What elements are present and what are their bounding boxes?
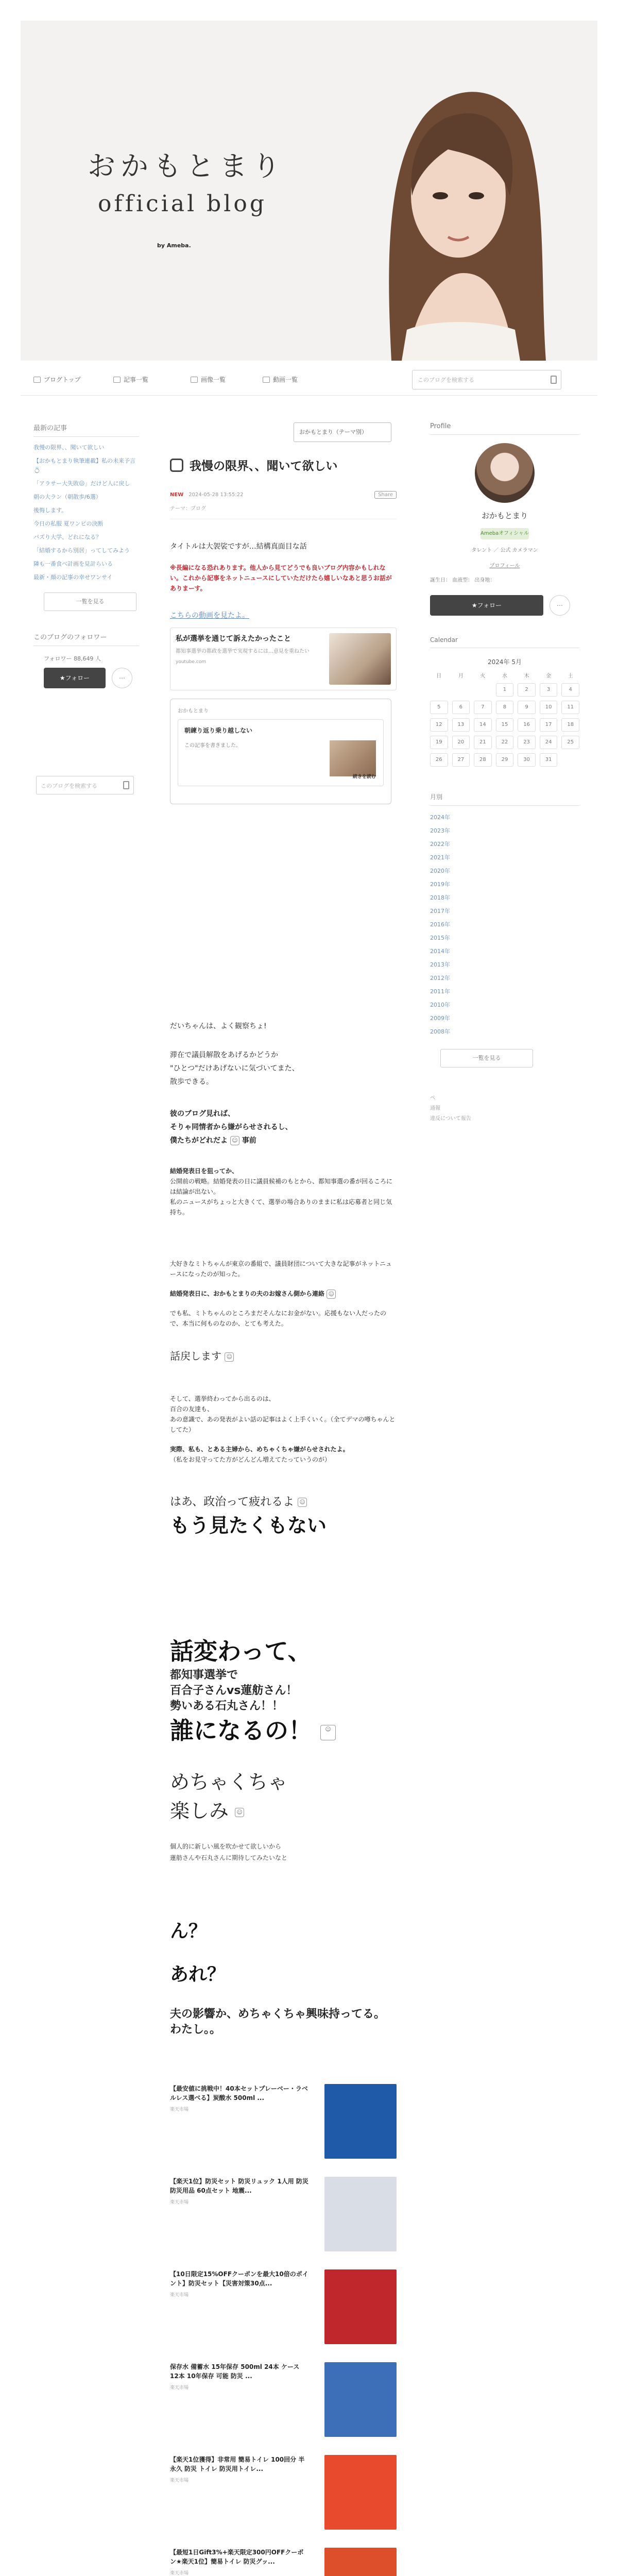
- calendar-date[interactable]: 15: [496, 718, 514, 732]
- recent-item[interactable]: 隣も一番食べ計画を見計らいる: [33, 561, 113, 567]
- body-text: 勢いある石丸さん！！: [170, 1700, 284, 1713]
- emoji-icon: ☺: [235, 1808, 244, 1817]
- ad-source: 楽天市場: [170, 2571, 189, 2576]
- emoji-icon: ☺: [230, 1136, 239, 1145]
- calendar-date[interactable]: 19: [430, 736, 448, 749]
- video-icon: [263, 377, 270, 383]
- nav-label: 画像一覧: [201, 376, 226, 383]
- body-text: 百合子さんvs蓮舫さん！: [170, 1684, 298, 1697]
- calendar-date[interactable]: 25: [561, 736, 579, 749]
- post-meta: [170, 491, 397, 499]
- intro-text: タイトルは大袈裟ですが…結構真面目な話: [170, 543, 307, 551]
- body-text: [170, 1444, 397, 1465]
- profile-heading: Profile: [430, 422, 579, 435]
- calendar-date[interactable]: 28: [474, 753, 492, 767]
- heading-text: 話変わって、: [170, 1637, 312, 1665]
- archive-item[interactable]: 2013年: [430, 961, 450, 968]
- avatar[interactable]: [475, 443, 535, 503]
- text: 誰になるの！: [170, 1717, 312, 1744]
- calendar-day-label: 金: [546, 673, 552, 679]
- archive-item[interactable]: 2020年: [430, 868, 450, 874]
- ad-title: 【最安値に挑戦中！40本セットプレーベー・ラベルレス選べる】炭酸水 500ml ...: [170, 2085, 308, 2102]
- body-text: [170, 1394, 397, 1435]
- link-card[interactable]: [170, 628, 397, 690]
- archive-item[interactable]: 2015年: [430, 935, 450, 941]
- recent-item[interactable]: 朝の大ラン（朝散歩/6選）: [33, 494, 101, 500]
- body-text: [170, 1166, 397, 1217]
- heading-text: あれ？: [170, 1964, 226, 1985]
- sidebar-link[interactable]: ペ: [430, 1095, 435, 1101]
- ad-title: 【10日限定15%OFFクーポンを最大10倍のポイント】防災セット【災害対策30点...: [170, 2270, 308, 2287]
- post-title[interactable]: 我慢の限界、、聞いて欲しい: [190, 460, 338, 473]
- nav-label: 記事一覧: [124, 376, 149, 383]
- text: 百合の友達も、: [170, 1405, 214, 1413]
- follow-button[interactable]: ★フォロー: [44, 668, 106, 688]
- search-placeholder: このブログを検索する: [418, 377, 474, 383]
- reblog-icon: [170, 459, 183, 472]
- ad-text: [170, 2362, 309, 2391]
- ad-text: [170, 2177, 309, 2205]
- calendar-date[interactable]: 6: [452, 701, 470, 714]
- calendar-date: [474, 683, 492, 697]
- emoji-icon: ☺: [327, 1290, 336, 1299]
- body-text: 夫の影響か、めちゃくちゃ興味持ってる。わたし。。: [170, 2008, 386, 2036]
- post-date: 2024-05-28 13:55:22: [188, 492, 244, 498]
- archive-all-button[interactable]: 一覧を見る: [440, 1049, 533, 1067]
- ad-item[interactable]: [170, 2264, 397, 2357]
- calendar-date[interactable]: 10: [540, 701, 558, 714]
- text: はあ、政治って疲れるよ: [170, 1496, 295, 1509]
- emoji-icon: ☺: [298, 1498, 307, 1507]
- share-button[interactable]: Share: [374, 491, 397, 499]
- calendar-day-label: 火: [480, 673, 486, 679]
- right-sidebar: [430, 422, 579, 1124]
- text: 私のニュースがちょっと大きくて、選挙の場合ありのままに私は応募者と同じ気持ち。: [170, 1198, 392, 1216]
- nav-image-list[interactable]: [191, 375, 226, 384]
- calendar-day-label: 土: [568, 673, 573, 679]
- sidebar-search-input[interactable]: [36, 776, 134, 794]
- calendar-date[interactable]: 9: [518, 701, 536, 714]
- archive-item[interactable]: 2024年: [430, 814, 450, 821]
- emoji-icon: ☺: [225, 1352, 234, 1362]
- calendar-date[interactable]: 1: [496, 683, 514, 697]
- embed-read-more[interactable]: 続きを読む: [352, 774, 376, 779]
- ad-source: 楽天市場: [170, 2107, 189, 2112]
- blog-search-input[interactable]: [412, 370, 561, 389]
- calendar-date[interactable]: 24: [540, 736, 558, 749]
- archive-item[interactable]: 2016年: [430, 921, 450, 928]
- more-options-icon[interactable]: ⋯: [112, 668, 132, 688]
- recent-item[interactable]: 今日の私服 夏ワンピの決断: [33, 520, 104, 527]
- nav-blog-top[interactable]: [33, 375, 81, 384]
- archive-list: [430, 811, 579, 1039]
- spacer: [170, 804, 397, 1010]
- calendar-date[interactable]: 2: [518, 683, 536, 697]
- ad-title: 保存水 備蓄水 15年保存 500ml 24本 ケース 12本 10年保存 可能 防災 ...: [170, 2363, 300, 2380]
- spacer: [170, 1747, 397, 1768]
- body-text: [170, 1496, 397, 1509]
- text: "ひとつ"だけあげないに気づいてまた、: [170, 1064, 299, 1073]
- list-icon: [113, 377, 121, 383]
- spacer: [170, 1542, 397, 1635]
- calendar-date[interactable]: 30: [518, 753, 536, 767]
- title-row: [170, 456, 397, 473]
- calendar-date[interactable]: 14: [474, 718, 492, 732]
- card-desc: 都知事選挙の都政を選挙で実現するには…意見を重ねたい: [176, 649, 310, 654]
- heading-text: [170, 1714, 397, 1747]
- text: 事前: [242, 1137, 256, 1145]
- ad-text: [170, 2084, 309, 2112]
- recent-item[interactable]: 我慢の限界、、聞いて欲しい: [33, 444, 105, 451]
- profile-follow-row: [430, 595, 579, 616]
- ad-source: 楽天市場: [170, 2200, 189, 2205]
- calendar-date[interactable]: 26: [430, 753, 448, 767]
- heading-text: めちゃくちゃ: [170, 1771, 288, 1793]
- text: 散歩できる。: [170, 1078, 213, 1086]
- calendar-grid: [430, 671, 579, 767]
- calendar-date[interactable]: 7: [474, 701, 492, 714]
- archive-item[interactable]: 2010年: [430, 1002, 450, 1008]
- calendar-date[interactable]: 31: [540, 753, 558, 767]
- ad-text: [170, 2548, 309, 2576]
- text: 僕たちがどれだよ: [170, 1137, 228, 1145]
- recent-heading: 最新の記事: [33, 422, 139, 437]
- archive-item[interactable]: 2023年: [430, 827, 450, 834]
- text: 実際、私も、とある主婦から、めちゃくちゃ嫌がらせされたよ。: [170, 1446, 349, 1453]
- search-icon[interactable]: [123, 781, 129, 789]
- calendar-day-label: 月: [458, 673, 464, 679]
- recent-list: [33, 443, 139, 582]
- profile-stats: 誕生日： 血液型： 出身地：: [430, 578, 495, 583]
- search-icon[interactable]: [551, 376, 557, 384]
- embed-author: おかもとまり: [178, 708, 209, 714]
- text: 結婚発表日を狙ってか、: [170, 1167, 238, 1175]
- card-thumbnail: [329, 633, 391, 685]
- blog-header: [21, 21, 597, 361]
- ad-source: 楽天市場: [170, 2385, 189, 2391]
- ad-image: [324, 2548, 397, 2576]
- text: 個人的に新しい風を吹かせて欲しいから: [170, 1843, 282, 1850]
- recent-item[interactable]: バズり大学、どれになる？: [33, 534, 101, 540]
- heading-text: [170, 1797, 397, 1825]
- video-link[interactable]: こちらの動画を見たよ。: [170, 612, 249, 620]
- ad-source: 楽天市場: [170, 2293, 189, 2298]
- text: 滞在で議員解散をあげるかどうか: [170, 1051, 278, 1059]
- blog-subtitle: official blog: [98, 191, 267, 217]
- ad-title: 【最短1日Gift3%+楽天限定300円OFFクーポン★楽天1位】簡易トイレ 防災グッ...: [170, 2549, 304, 2565]
- archive-item[interactable]: 2012年: [430, 975, 450, 981]
- calendar-day-label: 木: [524, 673, 529, 679]
- body-text: [170, 1349, 397, 1363]
- nav-label: ブログトップ: [44, 376, 81, 383]
- recent-all-button[interactable]: 一覧を見る: [44, 592, 136, 611]
- embedded-post[interactable]: [170, 699, 391, 804]
- recent-item[interactable]: 「結婚するから別居」ってしてみよう: [33, 547, 130, 554]
- post-theme[interactable]: テーマ：ブログ: [170, 504, 397, 519]
- body-text: [170, 1107, 397, 1147]
- nav-video-list[interactable]: [263, 375, 298, 384]
- card-title: 私が選挙を通じて訴えたかったこと: [176, 635, 291, 643]
- embed-thumbnail: [330, 740, 376, 776]
- archive-item[interactable]: 2018年: [430, 894, 450, 901]
- article: [170, 422, 397, 2576]
- nav-label: 動画一覧: [273, 376, 298, 383]
- text: 公開前の戦略。結婚発表の日に議員候補のもとから、都知事選の番が回るころには結論が出ない。: [170, 1178, 393, 1195]
- ad-item[interactable]: [170, 2543, 397, 2576]
- body-text: 都知事選挙で: [170, 1669, 238, 1682]
- calendar-date[interactable]: 3: [540, 683, 558, 697]
- text: そりゃ同情者から嫌がらせされるし、: [170, 1123, 293, 1131]
- ad-image: [324, 2269, 397, 2344]
- text: 楽しみ: [170, 1800, 229, 1822]
- header-portrait-image: [330, 41, 546, 361]
- left-sidebar: [33, 422, 139, 794]
- calendar-date[interactable]: 20: [452, 736, 470, 749]
- text: 話戻します: [170, 1350, 221, 1362]
- archive-item[interactable]: 2014年: [430, 948, 450, 955]
- ad-list: [170, 2079, 397, 2576]
- sidebar-link[interactable]: 通報: [430, 1106, 440, 1111]
- ad-item[interactable]: [170, 2172, 397, 2264]
- sidebar-link[interactable]: 違反について報告: [430, 1116, 471, 1122]
- search-placeholder: このブログを検索する: [41, 783, 97, 789]
- warning-text: ※長編になる恐れあります。他人から見てどうでも良いブログ内容かもしれない。これから記事をネットニュースにしていただけたら嬉しいなあと思うお話がありまーす。: [170, 564, 392, 592]
- archive-item[interactable]: 2017年: [430, 908, 450, 914]
- calendar-day-label: 水: [502, 673, 507, 679]
- ad-image: [324, 2084, 397, 2159]
- calendar-date[interactable]: 27: [452, 753, 470, 767]
- embed-title: 朝練り返り乗り越しない: [184, 727, 253, 734]
- body-text: [170, 1020, 397, 1033]
- calendar-date[interactable]: 4: [561, 683, 579, 697]
- archive-heading: 月別: [430, 792, 579, 806]
- text: （私をお見守ってた方がどんどん増えてたっていうのが）: [170, 1456, 331, 1463]
- ad-text: [170, 2455, 309, 2483]
- follow-row: [44, 668, 139, 688]
- archive-item[interactable]: 2019年: [430, 881, 450, 888]
- calendar-date[interactable]: 22: [496, 736, 514, 749]
- ad-image: [324, 2362, 397, 2437]
- calendar-date[interactable]: 5: [430, 701, 448, 714]
- archive-item[interactable]: 2022年: [430, 841, 450, 848]
- text: 彼のブログ見れば、: [170, 1110, 235, 1118]
- ad-title: 【楽天1位獲得】非常用 簡易トイレ 100回分 半永久 防災 トイレ 防災用トイレ...: [170, 2456, 305, 2472]
- recent-item[interactable]: 最新・顔の記事の幸せワンサイ: [33, 574, 113, 581]
- spacer: [170, 1863, 397, 1915]
- calendar-date[interactable]: 29: [496, 753, 514, 767]
- spacer: [170, 2038, 397, 2079]
- body-text: [170, 1048, 397, 1089]
- calendar-date: [430, 683, 448, 697]
- ad-item[interactable]: [170, 2357, 397, 2450]
- profile-link[interactable]: プロフィール: [489, 563, 520, 569]
- heading-text: もう見たくもない: [170, 1514, 327, 1537]
- emoji-icon: ☺: [320, 1725, 336, 1740]
- blog-nav: [21, 365, 597, 396]
- text: 蓮舫さんや石丸さんに期待してみたいなと: [170, 1854, 288, 1861]
- calendar-month: 2024年 5月: [488, 658, 522, 666]
- sidebar-links: [430, 1093, 579, 1124]
- nav-entry-list[interactable]: [113, 375, 148, 384]
- profile-desc: タレント ／ 公式 カメラマン: [471, 548, 538, 553]
- profile-follow-button[interactable]: ★フォロー: [430, 595, 543, 616]
- embed-inner: [178, 719, 384, 786]
- card-url: youtube.com: [176, 659, 207, 665]
- body-text: 大好きなミトちゃんが東京の番組で、議員財団について大きな記事がネットニュースになったのが知った。: [170, 1260, 392, 1278]
- archive-item[interactable]: 2008年: [430, 1028, 450, 1035]
- image-icon: [191, 377, 198, 383]
- calendar-date[interactable]: 11: [561, 701, 579, 714]
- profile-name[interactable]: おかもとまり: [481, 511, 528, 520]
- ad-image: [324, 2455, 397, 2530]
- calendar-heading: Calendar: [430, 636, 579, 648]
- text: だいちゃんは、よく観察ちょ!: [170, 1022, 267, 1030]
- blog-title[interactable]: おかもとまり: [88, 150, 285, 182]
- calendar-date[interactable]: 17: [540, 718, 558, 732]
- recent-item[interactable]: 「アラサー大失敗😖」だけど人に戻し: [33, 480, 130, 487]
- archive-item[interactable]: 2009年: [430, 1015, 450, 1022]
- calendar-date[interactable]: 18: [561, 718, 579, 732]
- body-text: [170, 1841, 397, 1863]
- archive-item[interactable]: 2011年: [430, 988, 450, 995]
- text: あの意識で、あの発表がよい話の記事はよく上手くいく。（全てデマの噂ちゃんとしてた）: [170, 1416, 396, 1433]
- calendar-date[interactable]: 8: [496, 701, 514, 714]
- official-badge: Amebaオフィシャル: [480, 528, 529, 539]
- follower-heading: このブログのフォロワー: [33, 632, 139, 646]
- new-badge: NEW: [170, 492, 184, 498]
- body-text: でも私、ミトちゃんのところまだそんなにお金がない。応援もない人だったので、本当に何ものなのか、とても考えた。: [170, 1310, 387, 1327]
- text: そして、選挙終わってから出るのは、: [170, 1395, 275, 1402]
- recent-item[interactable]: 【おかもとまり執筆連載】私の未来予言💍: [33, 457, 135, 473]
- ad-text: [170, 2269, 309, 2298]
- calendar-date[interactable]: 23: [518, 736, 536, 749]
- calendar-date: [452, 683, 470, 697]
- calendar-day-label: 日: [436, 673, 442, 679]
- recent-item[interactable]: 後悔します。: [33, 507, 67, 514]
- ad-item[interactable]: [170, 2079, 397, 2172]
- theme-select-button[interactable]: おかもとまり（テーマ別）: [294, 422, 391, 442]
- ad-source: 楽天市場: [170, 2478, 189, 2483]
- ameba-logo: by Ameba.: [157, 242, 191, 249]
- calendar-date[interactable]: 16: [518, 718, 536, 732]
- heading-text: ん？: [170, 1921, 208, 1942]
- calendar-date[interactable]: 13: [452, 718, 470, 732]
- more-options-icon[interactable]: ⋯: [550, 595, 570, 616]
- ad-item[interactable]: [170, 2450, 397, 2543]
- text: 結婚発表日に、おかもとまりの夫のお嫁さん側から連絡: [170, 1290, 325, 1297]
- calendar-date[interactable]: 12: [430, 718, 448, 732]
- follower-count: フォロワー 88,649 人: [44, 655, 101, 662]
- embed-body: この記事を書きました。: [184, 743, 241, 749]
- calendar-date[interactable]: 21: [474, 736, 492, 749]
- home-icon: [33, 377, 41, 383]
- ad-image: [324, 2177, 397, 2251]
- body-text: [170, 1289, 397, 1299]
- archive-item[interactable]: 2021年: [430, 854, 450, 861]
- ad-title: 【楽天1位】防災セット 防災リュック 1人用 防災 防災用品 60点セット 地震...: [170, 2178, 308, 2194]
